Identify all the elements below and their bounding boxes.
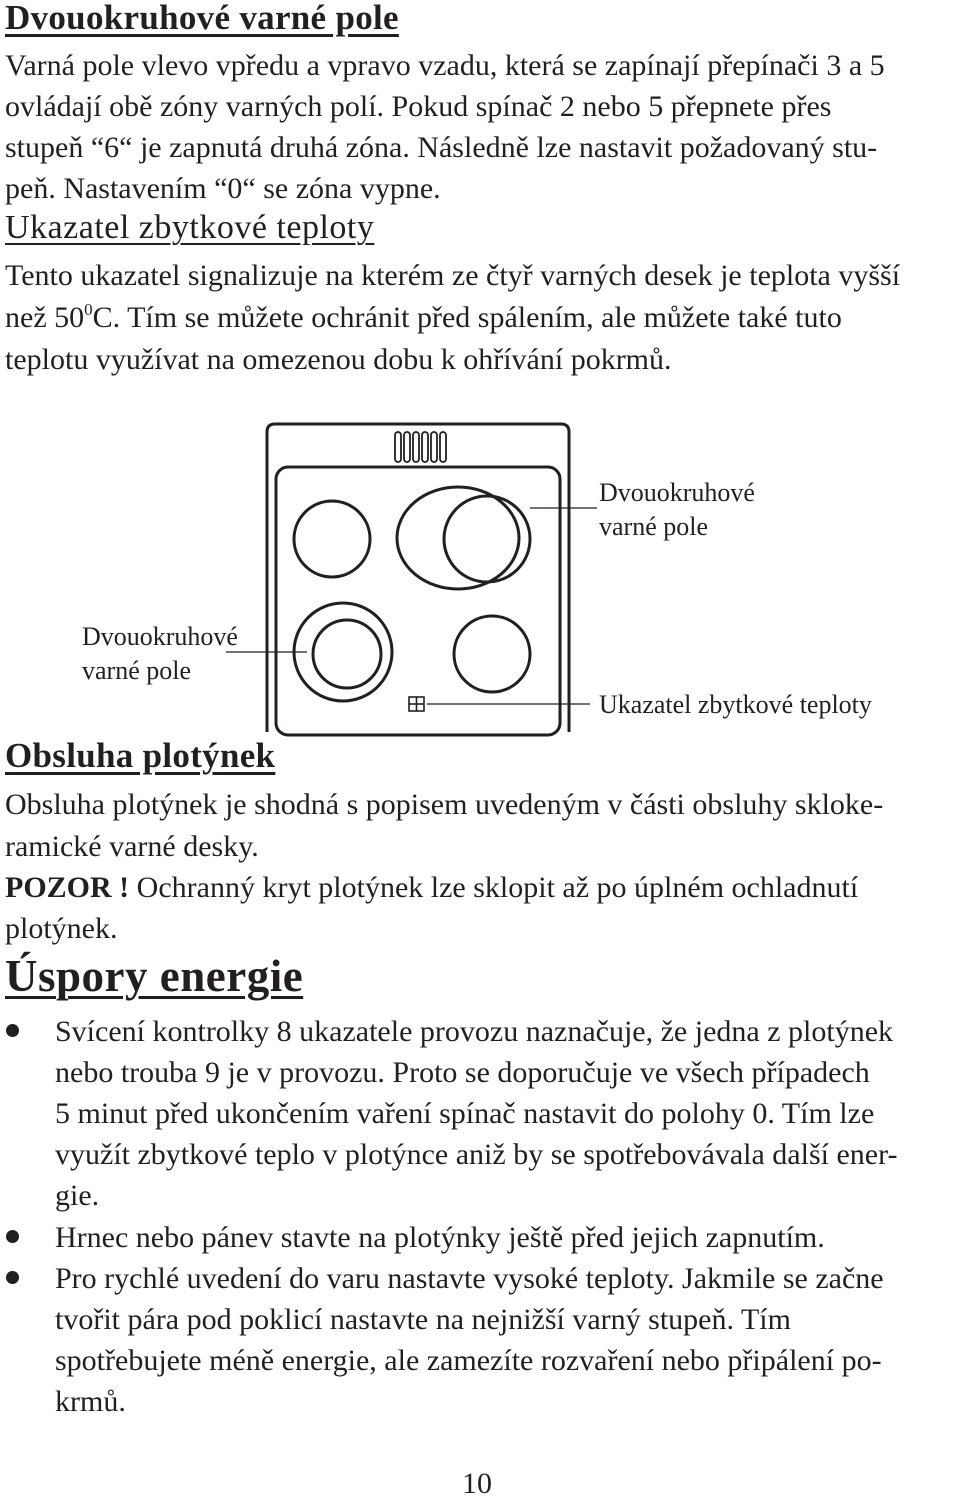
bullet-line: Hrnec nebo pánev stavte na plotýnky ještě před jejich zapnutím. [55, 1221, 825, 1254]
paragraph-line: peň. Nastavením “0“ se zóna vypne. [5, 172, 441, 205]
label-dual-zone-left: varné pole [82, 656, 192, 685]
bullet-icon [6, 1230, 19, 1243]
heading-dual-zone: Dvouokruhové varné pole [5, 0, 399, 37]
label-dual-zone-left: Dvouokruhové [82, 622, 238, 651]
paragraph-line: Obsluha plotýnek je shodná s popisem uvedeným v části obsluhy skloke- [5, 788, 884, 821]
bullet-line: 5 minut před ukončením vaření spínač nastavit do polohy 0. Tím lze [55, 1097, 875, 1130]
bullet-line: krmů. [55, 1385, 126, 1418]
paragraph-line: plotýnek. [5, 912, 118, 945]
hotplate-rear-right-outer [397, 487, 519, 589]
label-residual-heat: Ukazatel zbytkové teploty [599, 690, 872, 719]
bullet-line: Pro rychlé uvedení do varu nastavte vysoké teploty. Jakmile se začne [55, 1262, 884, 1295]
paragraph-line [5, 867, 858, 908]
paragraph-line: teplotu využívat na omezenou dobu k ohřívání pokrmů. [5, 343, 672, 376]
paragraph-line: stupeň “6“ je zapnutá druhá zóna. Následně lze nastavit požadovaný stu- [5, 131, 878, 164]
label-dual-zone-top: Dvouokruhové [599, 478, 755, 507]
paragraph-line: Tento ukazatel signalizuje na kterém ze čtyř varných desek je teplota vyšší [5, 259, 901, 292]
bullet-icon [6, 1271, 19, 1284]
paragraph-line: Varná pole vlevo vpředu a vpravo vzadu, která se zapínají přepínači 3 a 5 [5, 49, 885, 82]
bullet-line: tvořit pára pod poklicí nastavte na nejnižší varný stupeň. Tím [55, 1303, 791, 1336]
label-dual-zone-top: varné pole [599, 512, 709, 541]
text-run: Ochranný kryt plotýnek lze sklopit až po úplném ochladnutí [129, 871, 859, 904]
text-run: C. Tím se můžete ochránit před spálením, ale můžete také tuto [92, 301, 842, 334]
hotplate-front-left-inner [313, 620, 381, 688]
heading-hotplate-operation: Obsluha plotýnek [5, 736, 276, 775]
heading-energy-saving: Úspory energie [5, 951, 304, 1001]
paragraph-line: ovládají obě zóny varných polí. Pokud spínač 2 nebo 5 přepnete přes [5, 90, 832, 123]
bullet-line: využít zbytkové teplo v plotýnce aniž by se spotřebovávala další ener- [55, 1138, 898, 1171]
hotplate-rear-right-inner [444, 496, 530, 582]
hotplate-front-right [454, 616, 530, 692]
warning-label: POZOR ! [5, 871, 130, 904]
control-slots [395, 432, 446, 462]
superscript: 0 [84, 300, 93, 319]
bullet-line: spotřebujete méně energie, ale zamezíte rozvaření nebo připálení po- [55, 1344, 882, 1377]
hotplate-rear-left [294, 501, 370, 577]
bullet-line: Svícení kontrolky 8 ukazatele provozu naznačuje, že jedna z plotýnek [55, 1015, 894, 1048]
text-run: než 50 [5, 301, 85, 334]
page-number: 10 [462, 1467, 492, 1500]
heading-residual-heat: Ukazatel zbytkové teploty [5, 209, 375, 246]
paragraph-line: ramické varné desky. [5, 830, 259, 863]
bullet-line: gie. [55, 1179, 100, 1212]
bullet-line: nebo trouba 9 je v provozu. Proto se doporučuje ve všech případech [55, 1056, 870, 1089]
bullet-icon [6, 1024, 19, 1037]
